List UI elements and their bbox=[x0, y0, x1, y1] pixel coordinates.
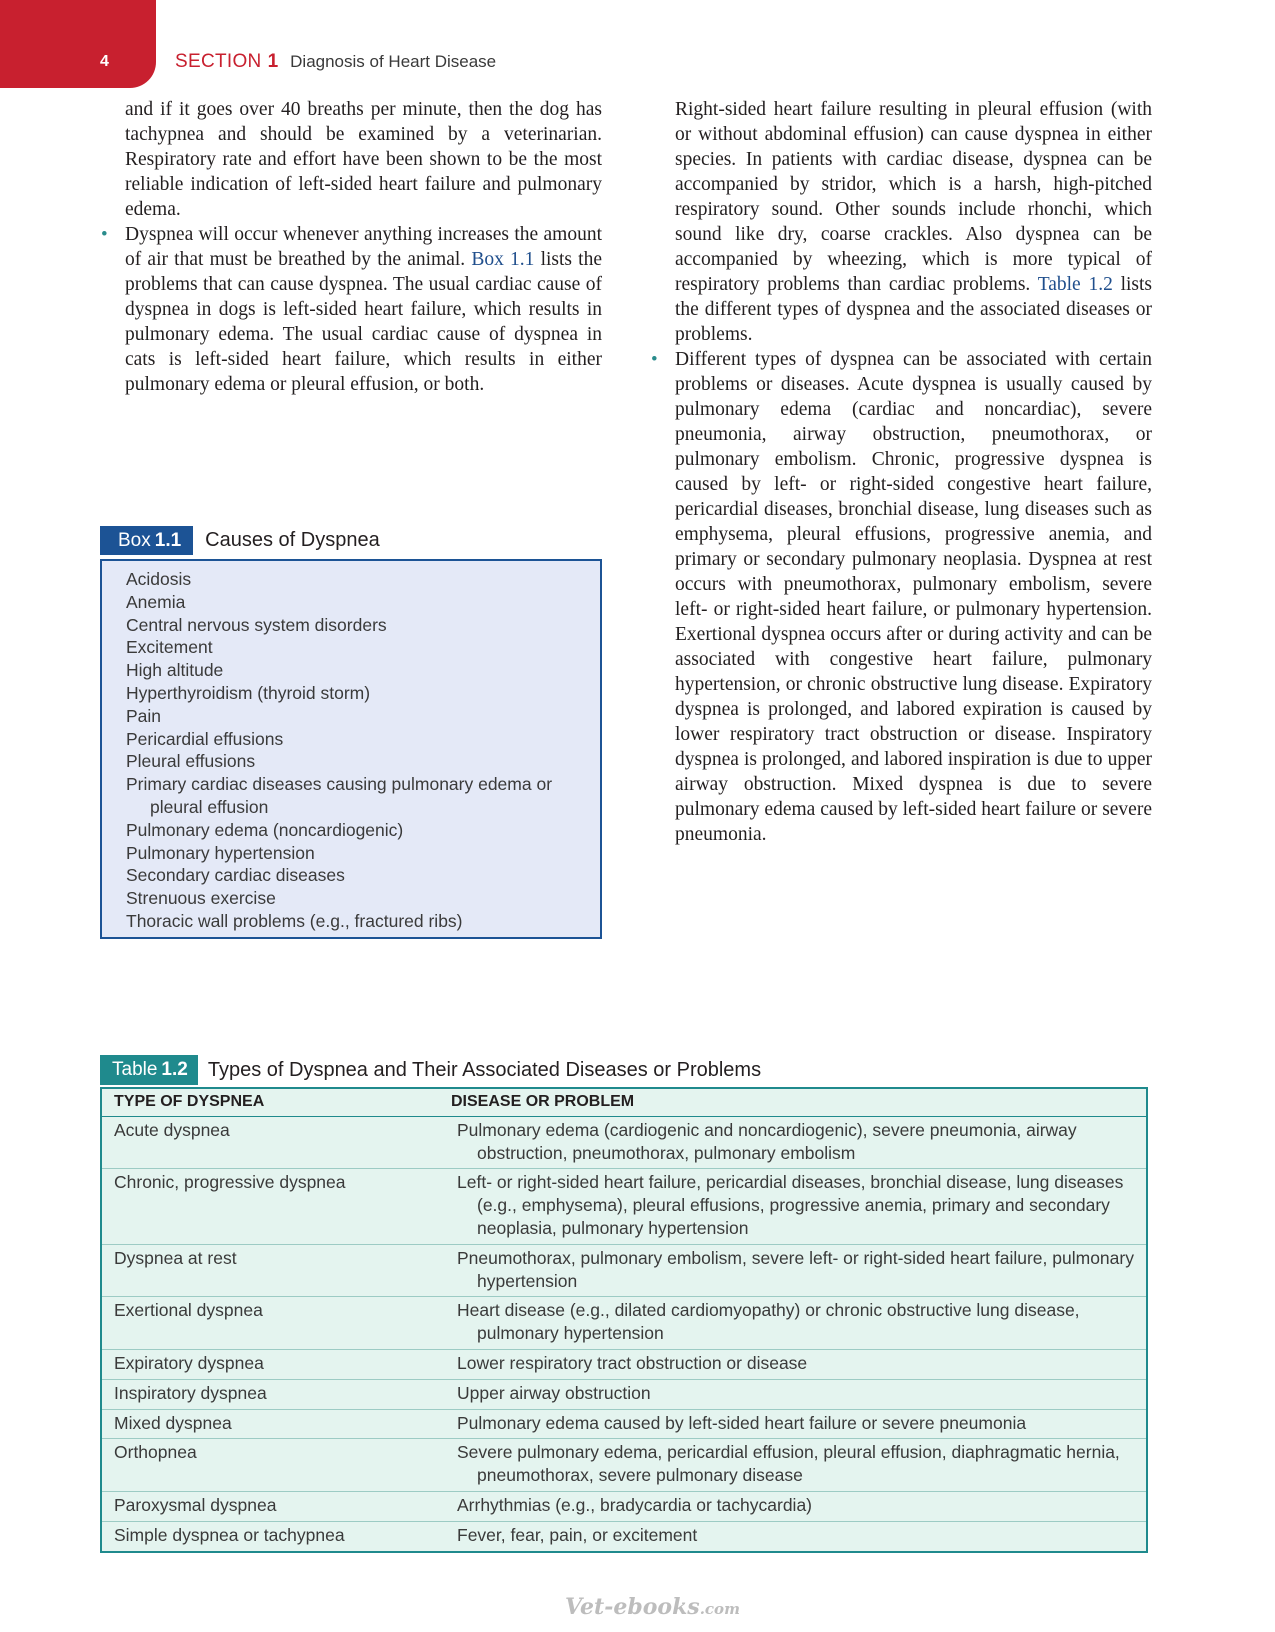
table-cell-type: Inspiratory dyspnea bbox=[101, 1379, 439, 1409]
watermark-main: Vet-ebooks bbox=[565, 1594, 700, 1620]
table-row bbox=[101, 1169, 1147, 1244]
bullet-text: Dyspnea will occur whenever anything increases the amount of air that must be breathed by the animal. bbox=[125, 224, 602, 270]
list-item: Pericardial effusions bbox=[126, 728, 284, 749]
right-paragraph-continued bbox=[675, 97, 1152, 347]
table-row bbox=[101, 1409, 1147, 1439]
table-row bbox=[101, 1439, 1147, 1492]
list-item: Pulmonary hypertension bbox=[126, 842, 315, 863]
table-cell-type: Chronic, progressive dyspnea bbox=[101, 1169, 439, 1244]
column-header-disease: DISEASE OR PROBLEM bbox=[439, 1088, 1147, 1116]
list-item: Pulmonary edema (noncardiogenic) bbox=[126, 819, 404, 840]
table-cell-disease: Fever, fear, pain, or excitement bbox=[457, 1524, 698, 1545]
table-cell-disease: Pulmonary edema (cardiogenic and noncardiogenic), severe pneumonia, airway obstruction, pneumothorax, pulmonary embolism bbox=[439, 1116, 1147, 1169]
table-row bbox=[101, 1297, 1147, 1350]
table-cell-disease: Upper airway obstruction bbox=[439, 1379, 1147, 1409]
left-bullet-dyspnea bbox=[125, 222, 602, 397]
table-cell-disease: Left- or right-sided heart failure, pericardial diseases, bronchial disease, lung diseases (e.g., emphysema), pleural effusions, progressive anemia, primary and secondary neoplasia, pulmonary hypertension bbox=[439, 1169, 1147, 1244]
table-row bbox=[101, 1491, 1147, 1521]
running-head bbox=[175, 51, 496, 73]
table-cell-type: Exertional dyspnea bbox=[101, 1297, 439, 1350]
causes-list bbox=[126, 568, 600, 933]
table-row bbox=[101, 1116, 1147, 1169]
table-cell-type: Dyspnea at rest bbox=[101, 1244, 439, 1297]
table-cell-disease: Pulmonary edema caused by left-sided heart failure or severe pneumonia bbox=[439, 1409, 1147, 1439]
list-item: Pain bbox=[126, 705, 162, 726]
table-1-2-link[interactable]: Table 1.2 bbox=[1037, 274, 1113, 295]
table-cell-disease: Lower respiratory tract obstruction or disease bbox=[439, 1349, 1147, 1379]
table-cell-type: Acute dyspnea bbox=[101, 1116, 439, 1169]
table-label-word: Table bbox=[112, 1059, 158, 1080]
table-row bbox=[101, 1521, 1147, 1551]
table-header-row bbox=[101, 1088, 1147, 1116]
dyspnea-types-table bbox=[100, 1087, 1148, 1553]
list-item: Excitement bbox=[126, 637, 213, 658]
list-item: Primary cardiac diseases causing pulmonary edema or pleural effusion bbox=[126, 774, 553, 817]
paragraph-text: lists the different types of dyspnea and the associated diseases or problems. bbox=[675, 274, 1153, 345]
list-item: Strenuous exercise bbox=[126, 888, 276, 909]
table-row bbox=[101, 1349, 1147, 1379]
table-header bbox=[100, 1055, 761, 1085]
section-number: 1 bbox=[267, 51, 279, 72]
table-label bbox=[100, 1055, 198, 1085]
box-header bbox=[100, 526, 380, 555]
table-cell-type: Simple dyspnea or tachypnea bbox=[114, 1524, 345, 1545]
table-cell-disease: Pneumothorax, pulmonary embolism, severe left- or right-sided heart failure, pulmonary hypertension bbox=[439, 1244, 1147, 1297]
box-1-1-link[interactable]: Box 1.1 bbox=[471, 249, 535, 270]
table-number: 1.2 bbox=[161, 1059, 188, 1080]
section-label: SECTION bbox=[175, 51, 262, 72]
table-cell-disease: Arrhythmias (e.g., bradycardia or tachycardia) bbox=[439, 1491, 1147, 1521]
table-cell-disease: Severe pulmonary edema, pericardial effusion, pleural effusion, diaphragmatic hernia, pneumothorax, severe pulmonary disease bbox=[439, 1439, 1147, 1492]
box-causes-of-dyspnea bbox=[100, 559, 602, 939]
table-cell-type: Orthopnea bbox=[101, 1439, 439, 1492]
table-cell-type: Paroxysmal dyspnea bbox=[101, 1491, 439, 1521]
table-cell-disease: Heart disease (e.g., dilated cardiomyopathy) or chronic obstructive lung disease, pulmonary hypertension bbox=[439, 1297, 1147, 1350]
list-item: Anemia bbox=[126, 591, 186, 612]
box-title: Causes of Dyspnea bbox=[205, 529, 380, 551]
box-label-word: Box bbox=[118, 530, 151, 551]
table-cell-type: Mixed dyspnea bbox=[101, 1409, 439, 1439]
paragraph-text: Right-sided heart failure resulting in pleural effusion (with or without abdominal effusion) can cause dyspnea in either species. In patients with cardiac disease, dyspnea can be accompanied by stridor, which is a harsh, high-pitched respiratory sound. Other sounds include rhonchi, which sound like dry, coarse crackles. Also dyspnea can be accompanied by wheezing, which is more typical of respiratory problems than cardiac problems. bbox=[675, 99, 1152, 295]
chapter-title: Diagnosis of Heart Disease bbox=[290, 52, 497, 71]
table-row bbox=[101, 1244, 1147, 1297]
list-item: Secondary cardiac diseases bbox=[126, 865, 345, 886]
right-bullet-types-of-dyspnea: • Different types of dyspnea can be associated with certain problems or diseases. Acute dyspnea is usually caused by pulmonary edema (cardiac and noncardiac), severe pneumonia, airway obstruction, pneumothorax, or pulmonary embolism. Chronic, progressive dyspnea is caused by left- or right-sided congestive heart failure, pericardial diseases, bronchial disease, lung diseases such as emphysema, pleural effusions, progressive anemia, and primary or secondary pulmonary neoplasia. Dyspnea at rest occurs with pneumothorax, pulmonary embolism, severe left- or right-sided heart failure, or pulmonary hypertension. Exertional dyspnea occurs after or during activity and can be associated with congestive heart failure, pulmonary hypertension, or chronic obstructive lung disease. Expiratory dyspnea is prolonged, and labored expiration is caused by lower respiratory tract obstruction or disease. Inspiratory dyspnea is prolonged, and labored inspiration is due to upper airway obstruction. Mixed dyspnea is due to severe pulmonary edema caused by left-sided heart failure or severe pneumonia. bbox=[675, 347, 1152, 847]
list-item: Acidosis bbox=[126, 569, 192, 589]
page-number: 4 bbox=[100, 53, 109, 70]
left-column bbox=[125, 97, 602, 397]
table-row bbox=[101, 1379, 1147, 1409]
bullet-text: lists the problems that can cause dyspnea. The usual cardiac cause of dyspnea in dogs is left-sided heart failure, which results in pulmonary edema. The usual cardiac cause of dyspnea in cats is left-sided heart failure, which results in either pulmonary edema or pleural effusion, or both. bbox=[125, 249, 602, 395]
right-column bbox=[675, 97, 1152, 847]
list-item: Pleural effusions bbox=[126, 751, 256, 772]
list-item: Thoracic wall problems (e.g., fractured ribs) bbox=[126, 910, 463, 931]
box-number: 1.1 bbox=[154, 530, 182, 551]
page-number-tab bbox=[0, 0, 156, 88]
list-item: Hyperthyroidism (thyroid storm) bbox=[126, 682, 371, 703]
list-item: Central nervous system disorders bbox=[126, 614, 387, 635]
column-header-type: TYPE OF DYSPNEA bbox=[101, 1088, 439, 1116]
box-label bbox=[100, 526, 193, 555]
list-item: High altitude bbox=[126, 660, 224, 681]
table-cell-type: Expiratory dyspnea bbox=[101, 1349, 439, 1379]
watermark-suffix: .com bbox=[699, 1600, 740, 1618]
left-paragraph-continued: and if it goes over 40 breaths per minute, then the dog has tachypnea and should be examined by a veterinarian. Respiratory rate and effort have been shown to be the most reliable indication of left-sided heart failure and pulmonary edema. bbox=[125, 99, 602, 220]
table-title: Types of Dyspnea and Their Associated Diseases or Problems bbox=[207, 1058, 762, 1081]
watermark-logo bbox=[565, 1594, 740, 1620]
